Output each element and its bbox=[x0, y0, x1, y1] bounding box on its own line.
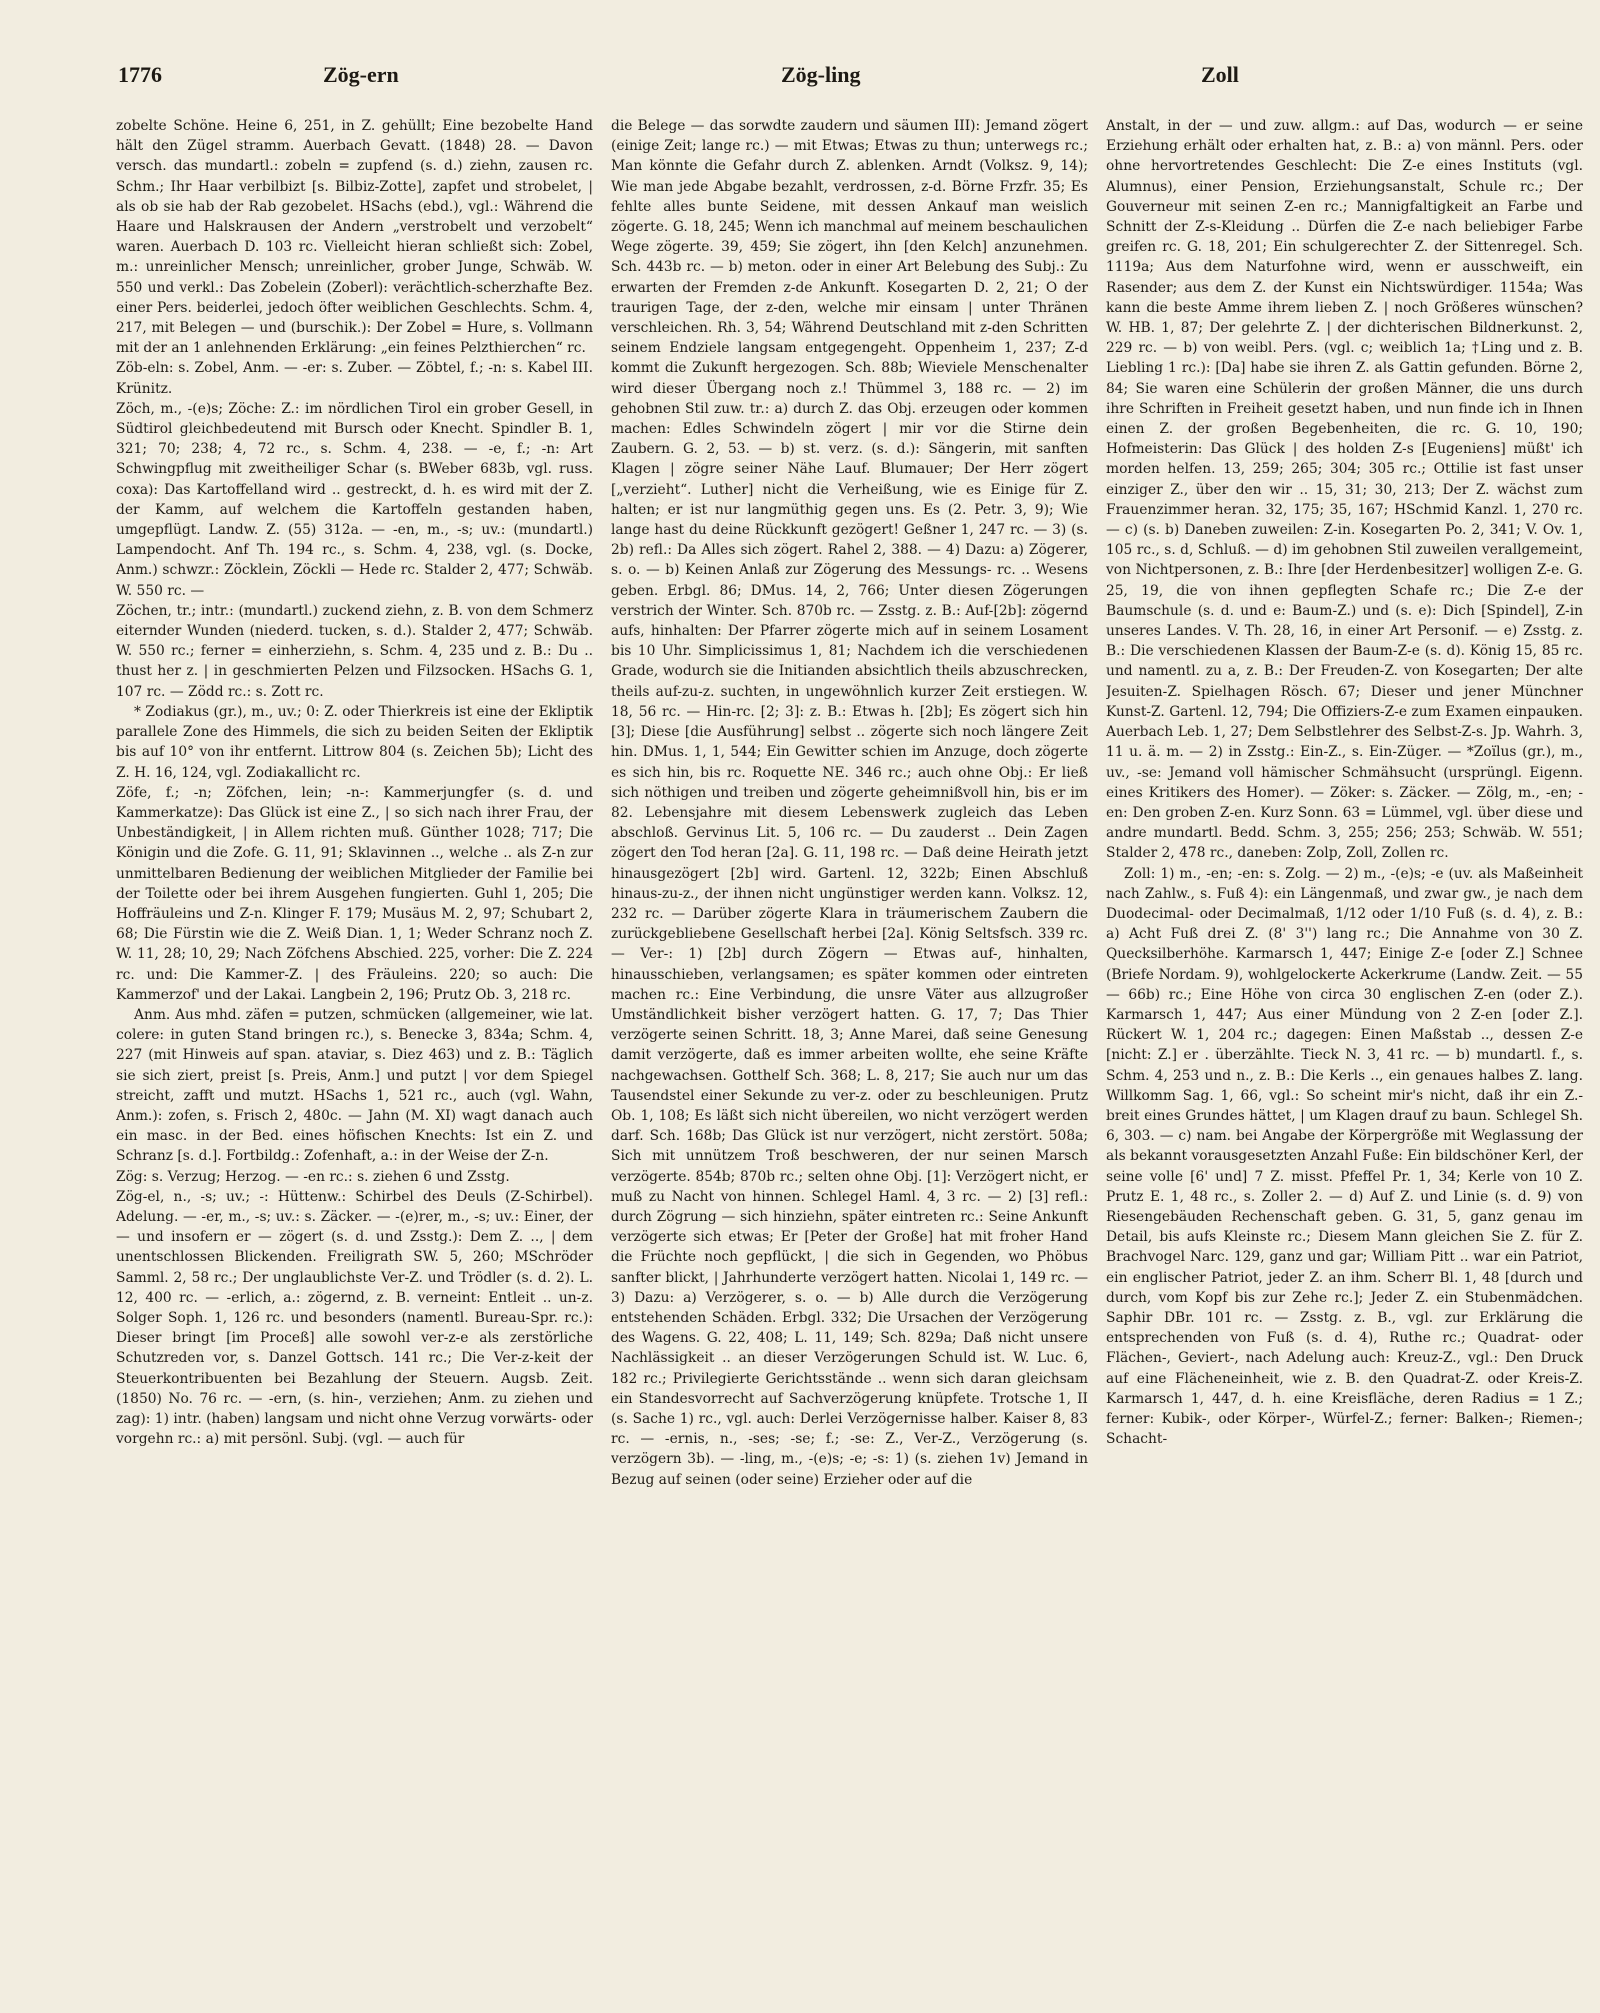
column-right bbox=[1106, 116, 1583, 1996]
entry-paragraph: Zög-el, n., -s; uv.; -: Hüttenw.: Schirbel des Deuls (Z-Schirbel). Adelung. — -er, m., -s; uv.: s. Zäcker. — -(e)rer, m., -s; uv.: Einer, der — und insofern er — zögert (s. d. und Zsstg.): Dem Z. .., | dem unentschlossen Blickenden. Freiligrath SW. 5, 260; MSchröder Samml. 2, 58 rc.; Der unglaublichste Ver-Z. und Trödler (s. d. 2). L. 12, 400 rc. — -erlich, a.: zögernd, z. B. verneint: Entleit .. un-z. Solger Soph. 1, 126 rc. und besonders (namentl. Bureau-Spr. rc.): Dieser bringt [im Proceß] alle sowohl ver-z-e als zerstörliche Schutzreden vor, s. Danzel Gottsch. 141 rc.; Die Ver-z-keit der Steuerkontribuenten bei Bezahlung der Steuern. Augsb. Zeit. (1850) No. 76 rc. — -ern, (s. hin-, verziehen; Anm. zu ziehen und zag): 1) intr. (haben) langsam und nicht ohne Verzug vorwärts- oder vorgehn rc.: a) mit persönl. Subj. (vgl. — auch für bbox=[116, 1188, 593, 1448]
page-header bbox=[118, 62, 1358, 92]
text-columns bbox=[116, 116, 1584, 1996]
entry-paragraph: Zöch, m., -(e)s; Zöche: Z.: im nördlichen Tirol ein grober Gesell, in Südtirol gleichbedeutend mit Bursch oder Knecht. Spindler B. 1, 321; 70; 238; 4, 72 rc., s. Schm. 4, 238. — -e, f.; -n: Art Schwingpflug mit zweitheiliger Schar (s. BWeber 683b, vgl. russ. coxa): Das Kartoffelland wird .. gestreckt, d. h. es wird mit der Z. der Kamm, auf welchem die Kartoffeln gestanden haben, umgepflügt. Landw. Z. (55) 312a. — -en, m., -s; uv.: (mundartl.) Lampendocht. Anf Th. 194 rc., s. Schm. 4, 238, vgl. (s. Docke, Anm.) schwzr.: Zöcklein, Zöckli — Hede rc. Stalder 2, 477; Schwäb. W. 550 rc. — bbox=[116, 400, 593, 599]
entry-paragraph: die Belege — das sorwdte zaudern und säumen III): Jemand zögert (einige Zeit; lange rc.) — mit Etwas; Etwas zu thun; unterwegs rc.; Man könnte die Gefahr durch Z. ablenken. Arndt (Volksz. 9, 14); Wie man jede Abgabe bezahlt, verdrossen, z-d. Börne Frzfr. 35; Es fehlte alles bunte Seidene, mit dessen Ankauf man weislich zögerte. G. 18, 245; Wenn ich manchmal auf meinem beschaulichen Wege zögerte. 39, 459; Sie zögert, ihn [den Kelch] anzunehmen. Sch. 443b rc. — b) meton. oder in einer Art Belebung des Subj.: Zu erwarten der Fremden z-de Ankunft. Kosegarten D. 2, 21; O der traurigen Tage, der z-den, welche mir einsam | unter Thränen verschleichen. Rh. 3, 54; Während Deutschland mit z-den Schritten seinem Endziele langsam entgegengeht. Oppenheim 1, 237; Z-d kommt die Zukunft hergezogen. Sch. 88b; Wieviele Menschenalter wird dieser Übergang noch z.! Thümmel 3, 188 rc. — 2) im gehobnen Stil zuw. tr.: a) durch Z. das Obj. erzeugen oder kommen machen: Edles Schwindeln zögert | mir vor die Stirne dein Zaubern. G. 2, 53. — b) st. verz. (s. d.): Sängerin, mit sanften Klagen | zögre seiner Nähe Lauf. Blumauer; Der Herr zögert [„verzieht“. Luther] nicht die Verheißung, wie es Einige für Z. halten; er ist nur langmüthig gegen uns. Es (2. Petr. 3, 9); Wie lange hast du deine Rückkunft gezögert! Geßner 1, 247 rc. — 3) (s. 2b) refl.: Da Alles sich zögert. Rahel 2, 388. — 4) Dazu: a) Zögerer, s. o. — b) Keinen Anlaß zur Zögerung des Messungs- rc. .. Wesens geben. Erbgl. 86; DMus. 14, 2, 766; Unter diesen Zögerungen verstrich der Winter. Sch. 870b rc. — Zsstg. z. B.: Auf-[2b]: zögernd aufs, hinhalten: Der Pfarrer zögerte mich auf in seinem Losament bis 10 Uhr. Simplicissimus 1, 81; Nachdem ich die verschiedenen Grade, wodurch sie die Initianden absichtlich theils abzuschrecken, theils auf-zu-z. suchten, in ungewöhnlich kurzer Zeit erstiegen. W. 18, 56 rc. — Hin-rc. [2; 3]: z. B.: Etwas h. [2b]; Es zögert sich hin [3]; Diese [die Ausführung] selbst .. zögerte sich noch längere Zeit hin. DMus. 1, 1, 544; Ein Gewitter schien im Anzuge, doch zögerte es sich hin, bis rc. Roquette NE. 346 rc.; auch ohne Obj.: Er ließ sich nöthigen und treiben und zögerte geheimnißvoll hin, bis er im 82. Lebensjahre mit diesem Lebenswerk zugleich das Leben abschloß. Gervinus Lit. 5, 106 rc. — Du zauderst .. Dein Zagen zögert den Tod heran [2a]. G. 11, 198 rc. — Daß deine Heirath jetzt hinausgezögert [2b] wird. Gartenl. 12, 322b; Einen Abschluß hinaus-zu-z., der ihnen nicht ungünstiger werden kann. Volksz. 12, 232 rc. — Darüber zögerte Klara in träumerischem Zaubern die zurückgebliebene Gesellschaft herbei [2a]. König Seltsfsch. 339 rc. — Ver-: 1) [2b] durch Zögern — Etwas auf-, hinhalten, hinausschieben, verlangsamen; es später kommen oder eintreten machen rc.: Eine Verbindung, die unsre Väter aus allzugroßer Umständlichkeit bisher verzögert hatten. G. 17, 7; Das Thier verzögerte seinen Schritt. 18, 3; Anne Marei, daß seine Genesung damit verzögerte, daß es immer arbeiten wollte, ehe seine Kräfte nachgewachsen. Gotthelf Sch. 368; L. 8, 217; Sie auch nur um das Tausendstel einer Sekunde zu ver-z. oder zu beschleunigen. Prutz Ob. 1, 108; Es läßt sich nicht übereilen, wo nicht verzögert werden darf. Sch. 168b; Das Glück ist nur verzögert, nicht zerstört. 508a; Sich mit unnützem Troß beschweren, der nur seinen Marsch verzögerte. 854b; 870b rc.; selten ohne Obj. [1]: Verzögert nicht, er muß zu Nacht von hinnen. Schlegel Haml. 4, 3 rc. — 2) [3] refl.: durch Zögrung — sich hinziehn, später eintreten rc.: Seine Ankunft verzögerte sich etwas; Er [Peter der Große] hat mit froher Hand die Früchte noch gepflückt, | die sich in Gegenden, wo Phöbus sanfter blickt, | Jahrhunderte verzögert hatten. Nicolai 1, 149 rc. — 3) Dazu: a) Verzögerer, s. o. — b) Alle durch die Verzögerung entstehenden Schäden. Erbgl. 332; Die Ursachen der Verzögerung des Wagens. G. 22, 408; L. 11, 149; Sch. 829a; Daß nicht unsere Nachlässigkeit .. an dieser Verzögerungen Schuld ist. W. Luc. 6, 182 rc.; Privilegierte Gerichtsstände .. wenn sich daran gleichsam ein Standesvorrecht auf Sachverzögerung knüpfete. Trotsche 1, II (s. Sache 1) rc., vgl. auch: Derlei Verzögernisse halber. Kaiser 8, 83 rc. — -ernis, n., -ses; -se; f.; -se: Z., Ver-Z., Verzögerung (s. verzögern 3b). — -ling, m., -(e)s; -e; -s: 1) (s. ziehen 1v) Jemand in Bezug auf seinen (oder seine) Erzieher oder auf die bbox=[611, 118, 1088, 1488]
column-left bbox=[116, 116, 593, 1996]
middle-catchword: Zög-ling bbox=[781, 62, 861, 87]
entry-paragraph: Zöchen, tr.; intr.: (mundartl.) zuckend ziehn, z. B. von dem Schmerz eiternder Wunden (niederd. tucken, s. d.). Stalder 2, 477; Schwäb. W. 550 rc.; ferner = einherziehn, s. Schm. 4, 235 und z. B.: Du .. thust her z. | in geschmierten Pelzen und Filzsocken. HSachs G. 1, 107 rc. — Zödd rc.: s. Zott rc. bbox=[116, 602, 593, 700]
entry-paragraph: Zöfe, f.; -n; Zöfchen, lein; -n-: Kammerjungfer (s. d. und Kammerkatze): Das Glück ist eine Z., | so sich nach ihrer Frau, der Unbeständigkeit, | in Allem richten muß. Günther 1028; 717; Die Königin und die Zofe. G. 11, 91; Sklavinnen .., welche .. als Z-n zur unmittelbaren Bedienung der weiblichen Mitglieder der Familie bei der Toilette oder bei ihrem Ausgehen fungierten. Guhl 1, 205; Die Hoffräuleins und Z-n. Klinger F. 179; Musäus M. 2, 97; Schubart 2, 68; Die Fürstin wie die Z. Weiß Dian. 1, 1; Weder Schranz noch Z. W. 11, 28; 10, 29; Nach Zöfchens Abschied. 225, vorher: Die Z. 224 rc. und: Die Kammer-Z. | des Fräuleins. 220; so auch: Die Kammerzof' und der Lakai. Langbein 2, 196; Prutz Ob. 3, 218 rc. bbox=[116, 784, 593, 1003]
entry-paragraph: Zög: s. Verzug; Herzog. — -en rc.: s. ziehen 6 und Zsstg. bbox=[116, 1168, 510, 1185]
entry-paragraph: zobelte Schöne. Heine 6, 251, in Z. gehüllt; Eine bezobelte Hand hält den Zügel stramm. Auerbach Gevatt. (1848) 28. — Davon versch. das mundartl.: zobeln = zupfend (s. d.) ziehn, zausen rc. Schm.; Ihr Haar verbilbizt [s. Bilbiz-Zotte], zapfet und strobelet, | als ob sie hab der Rab gezobelet. HSachs (ebd.), vgl.: Während die Haare und Halskrausen der Andern „verstrobelt und verzobelt“ waren. Auerbach D. 103 rc. Vielleicht hieran schließt sich: Zobel, m.: unreinlicher Mensch; unreinlicher, grober Junge, Schwäb. W. 550 und verkl.: Das Zobelein (Zoberl): verächtlich-scherzhafte Bez. einer Pers. beiderlei, jedoch öfter weiblichen Geschlechts. Schm. 4, 217, mit Belegen — und (burschik.): Der Zobel = Hure, s. Vollmann mit der an 1 anlehnenden Erklärung: „ein feines Pelzthierchen“ rc. bbox=[116, 118, 593, 357]
left-catchword: Zög-ern bbox=[323, 62, 399, 87]
right-catchword: Zoll bbox=[1201, 62, 1239, 87]
entry-paragraph: Zöb-eln: s. Zobel, Anm. — -er: s. Zuber. — Zöbtel, f.; -n: s. Kabel III. Krünitz. bbox=[116, 360, 593, 397]
entry-paragraph: Anstalt, in der — und zuw. allgm.: auf Das, wodurch — er seine Erziehung erhält oder erhalten hat, z. B.: a) von männl. Pers. oder ohne hervortretendes Geschlecht: Die Z-e eines Instituts (vgl. Alumnus), einer Pension, Erziehungsanstalt, Schule rc.; Der Gouverneur mit seinen Z-en rc.; Mannigfaltigkeit an Farbe und Schnitt der Z-s-Kleidung .. Dürfen die Z-e nach beliebiger Farbe greifen rc. G. 18, 201; Ein schulgerechter Z. der Sittenregel. Sch. 1119a; Aus dem Naturfohne wird, wenn er ausschweift, ein Rasender; aus dem Z. der Kunst ein Nichtswürdiger. 1154a; Was kann die beste Amme ihrem lieben Z. | noch Größeres wünschen? W. HB. 1, 87; Der gelehrte Z. | der dichterischen Bildnerkunst. 2, 229 rc. — b) von weibl. Pers. (vgl. c; weiblich 1a; †Ling und z. B. Liebling 1 rc.): [Da] habe sie ihren Z. als Gattin gefunden. Börne 2, 84; Sie waren eine Schülerin der großen Männer, die uns durch ihre Schriften in Freiheit gesetzt haben, und nun finde ich in Ihnen einen Z. der großen Begebenheiten, die rc. G. 10, 190; Hofmeisterin: Das Glück | des holden Z-s [Eugeniens] müßt' ich morden helfen. 13, 259; 265; 304; 305 rc.; Ottilie ist fast unser einziger Z., über den wir .. 15, 31; 30, 213; Der Z. wächst zum Frauenzimmer heran. 32, 175; 35, 167; HSchmid Kanzl. 1, 270 rc. — c) (s. b) Daneben zuweilen: Z-in. Kosegarten Po. 2, 341; V. Ov. 1, 105 rc., s. d, Schluß. — d) im gehobnen Stil zuweilen verallgemeint, von Nichtpersonen, z. B.: Ihre [der Herdenbesitzer] wolligen Z-e. G. 25, 19, die von ihnen gepflegten Schafe rc.; Die Z-e der Baumschule (s. d. und e: Baum-Z.) und (s. e): Dich [Spindel], Z-in unseres Landes. V. Th. 28, 16, in einer Art Personif. — e) Zsstg. z. B.: Die verschiedenen Klassen der Baum-Z-e (s. d). König 15, 85 rc. und namentl. zu a, z. B.: Der Freuden-Z. von Kosegarten; Der alte Jesuiten-Z. Spielhagen Rösch. 67; Dieser und jener Münchner Kunst-Z. Gartenl. 12, 794; Die Offiziers-Z-e zum Examen einpauken. Auerbach Leb. 1, 27; Dem Selbstlehrer des Selbst-Z-s. Jp. Wahrh. 3, 11 u. ä. m. — 2) in Zsstg.: Ein-Z., s. Ein-Züger. — *Zoïlus (gr.), m., uv., -se: Jemand voll hämischer Schmähsucht (ursprüngl. Eigenn. eines Kritikers des Homer). — Zöker: s. Zäcker. — Zölg, m., -en; -en: Den groben Z-en. Kurz Sonn. 63 = Lümmel, vgl. über diese und andre mundartl. Bedd. Schm. 3, 255; 256; 253; Schwäb. W. 551; Stalder 2, 478 rc., daneben: Zolp, Zoll, Zollen rc. bbox=[1106, 118, 1583, 862]
entry-paragraph: Zoll: 1) m., -en; -en: s. Zolg. — 2) m., -(e)s; -e (uv. als Maßeinheit nach Zahlw., s. Fuß 4): ein Längenmaß, und zwar gw., je nach dem Duodecimal- oder Decimalmaß, 1/12 oder 1/10 Fuß (s. d. 4), z. B.: a) Acht Fuß drei Z. (8' 3'') lang rc.; Die Annahme von 30 Z. Quecksilberhöhe. Karmarsch 1, 447; Einige Z-e [oder Z.] Schnee (Briefe Nordam. 9), wohlgelockerte Ackerkrume (Landw. Zeit. — 55 — 66b) rc.; Eine Höhe von circa 30 englischen Z-en (oder Z.). Karmarsch 1, 447; Aus einer Mündung von 2 Z-en [oder Z.]. Rückert W. 1, 204 rc.; dagegen: Einen Maßstab .., dessen Z-e [nicht: Z.] er . überzählte. Tieck N. 3, 41 rc. — b) mundartl. f., s. Schm. 4, 253 und n., z. B.: Die Kerls .., ein genaues halbes Z. lang. Willkomm Sag. 1, 66, vgl.: So scheint mir's nicht, daß ihr ein Z.-breit eines Grundes hättet, | um Klagen drauf zu baun. Schlegel Sh. 6, 303. — c) nam. bei Angabe der Körpergröße mit Weglassung der als bekannt vorausgesetzten Anzahl Fuße: Ein bildschöner Kerl, der seine volle [6' und] 7 Z. misst. Pfeffel Pr. 1, 34; Kerle von 10 Z. Prutz E. 1, 48 rc., s. Zoller 2. — d) Auf Z. und Linie (s. d. 9) von Riesengebäuden Rechenschaft geben. G. 31, 5, ganz genau im Detail, bis aufs Kleinste rc.; Diesem Mann gleichen Sie Z. für Z. Brachvogel Narc. 129, ganz und gar; William Pitt .. war ein Patriot, ein englischer Patriot, jeder Z. an ihm. Scherr Bl. 1, 48 [durch und durch, vom Kopf bis zur Zehe rc.]; Jeder Z. ein Stubenmädchen. Saphir DBr. 101 rc. — Zsstg. z. B., vgl. zur Erklärung die entsprechenden von Fuß (s. d. 4), Ruthe rc.; Quadrat- oder Flächen-, Geviert-, nach Adelung auch: Kreuz-Z., vgl.: Den Druck auf eine Flächeneinheit, wie z. B. den Quadrat-Z. oder Kreis-Z. Karmarsch 1, 447, d. h. eine Kreisfläche, deren Radius = 1 Z.; ferner: Kubik-, oder Körper-, Würfel-Z.; ferner: Balken-; Riemen-; Schacht- bbox=[1106, 865, 1583, 1448]
note-paragraph: Anm. Aus mhd. zäfen = putzen, schmücken (allgemeiner, wie lat. colere: in guten Stand bringen rc.), s. Benecke 3, 834a; Schm. 4, 227 (mit Hinweis auf span. ataviar, s. Diez 463) und z. B.: Täglich sie sich ziert, preist [s. Preis, Anm.] und putzt | vor dem Spiegel streicht, zafft und mutzt. HSachs 1, 521 rc., auch (vgl. Wahn, Anm.): zofen, s. Frisch 2, 480c. — Jahn (M. XI) wagt danach auch ein masc. in der Bed. eines höfischen Knechts: Ist ein Z. und Schranz [s. d.]. Fortbildg.: Zofenhaft, a.: in der Weise der Z-n. bbox=[116, 1006, 593, 1165]
column-middle bbox=[611, 116, 1088, 1996]
entry-paragraph: * Zodiakus (gr.), m., uv.; 0: Z. oder Thierkreis ist eine der Ekliptik parallele Zone des Himmels, die sich zu beiden Seiten der Ekliptik bis auf 10° von ihr entfernt. Littrow 804 (s. Zeichen 5b); Licht des Z. H. 16, 124, vgl. Zodiakallicht rc. bbox=[116, 703, 593, 781]
page-number: 1776 bbox=[118, 62, 162, 87]
